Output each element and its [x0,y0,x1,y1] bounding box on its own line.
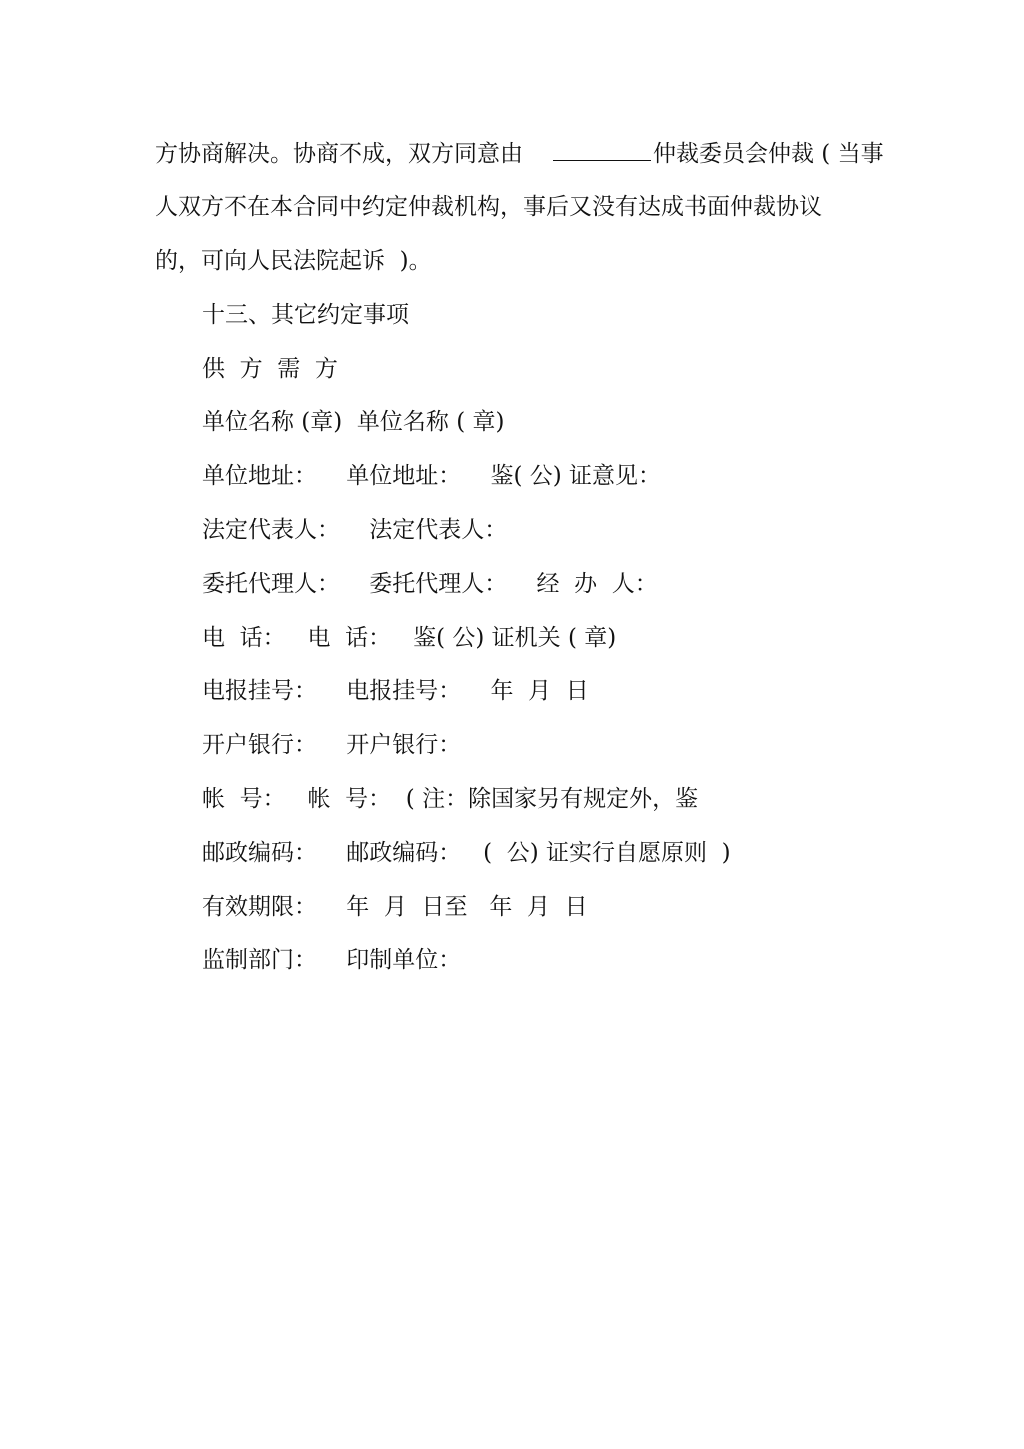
postal-code-row: 邮政编码： 邮政编码： ( 公) 证实行自愿原则 ) [202,840,731,866]
arbitration-text-before: 方协商解决。协商不成，双方同意由 [155,141,523,167]
supervision-row: 监制部门： 印制单位： [202,947,462,973]
arbitration-text-after: 仲裁委员会仲裁 ( 当事 [653,141,884,167]
legal-rep-row: 法定代表人： 法定代表人： [202,517,508,543]
arbitration-blank-field[interactable] [553,138,651,161]
agent-row: 委托代理人： 委托代理人： 经 办 人： [202,571,658,597]
section-heading: 十三、其它约定事项 [202,302,409,328]
paragraph-arbitration [155,138,884,169]
paragraph-line-3: 的，可向人民法院起诉 )。 [155,248,432,274]
validity-row: 有效期限： 年 月 日至 年 月 日 [202,894,588,920]
paragraph-line-2: 人双方不在本合同中约定仲裁机构，事后又没有达成书面仲裁协议 [155,194,822,220]
parties-header: 供 方 需 方 [202,356,338,382]
unit-address-row: 单位地址： 单位地址： 鉴( 公) 证意见： [202,463,662,489]
bank-row: 开户银行： 开户银行： [202,732,462,758]
account-row: 帐 号： 帐 号： ( 注：除国家另有规定外，鉴 [202,786,699,812]
phone-row: 电 话： 电 话： 鉴( 公) 证机关 ( 章) [202,625,617,651]
unit-name-row: 单位名称 (章) 单位名称 ( 章) [202,409,505,435]
telegraph-row: 电报挂号： 电报挂号： 年 月 日 [202,678,589,704]
